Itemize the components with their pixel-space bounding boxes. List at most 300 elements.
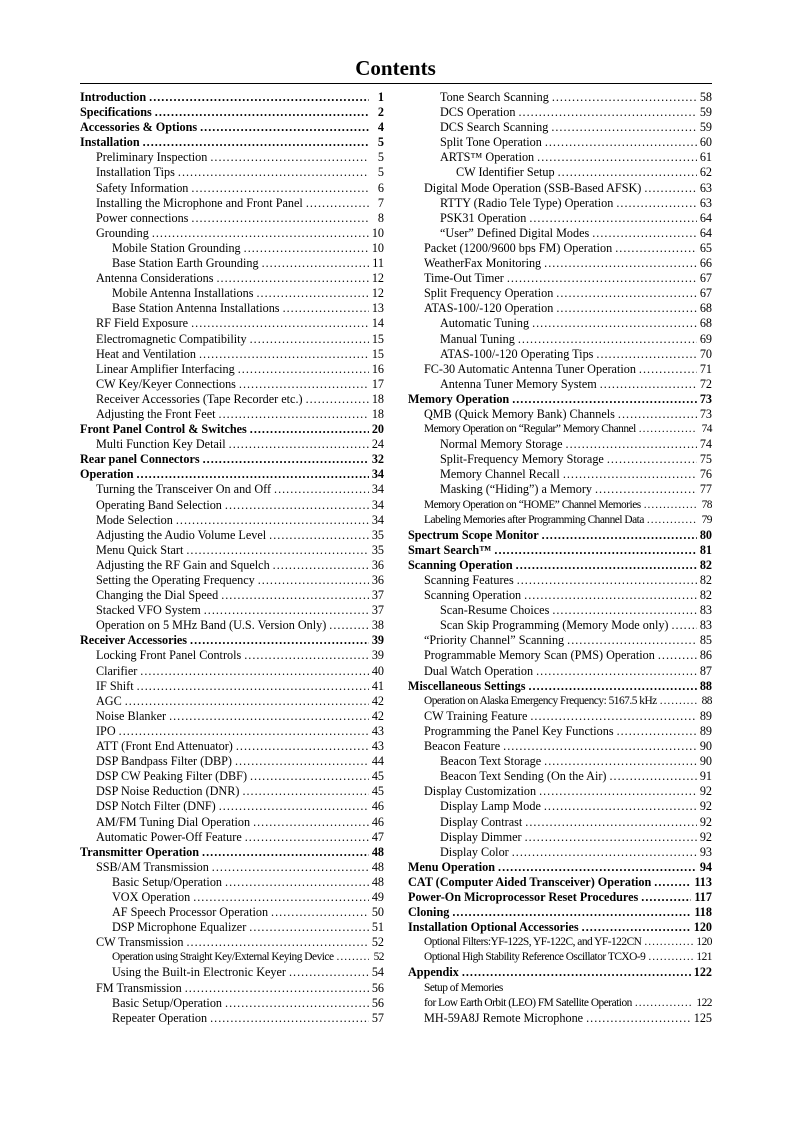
dot-leader: [236, 739, 369, 754]
toc-entry-page: 76: [699, 467, 712, 482]
dot-leader: [202, 845, 369, 860]
dot-leader: [503, 739, 697, 754]
toc-entry-title: Basic Setup/Operation: [112, 874, 223, 889]
toc-entry-page: 122: [696, 996, 712, 1009]
title-divider: [80, 83, 712, 84]
page-title: Contents: [355, 56, 436, 80]
toc-entry-title: Spectrum Scope Monitor: [408, 527, 539, 542]
toc-entry-page: 44: [371, 754, 384, 769]
toc-entry-page: 13: [371, 301, 384, 316]
toc-entry[interactable]: [408, 226, 712, 241]
toc-entry-title: Scan-Resume Choices: [440, 603, 550, 618]
toc-entry[interactable]: [80, 467, 384, 482]
dot-leader: [306, 196, 369, 211]
toc-entry[interactable]: [80, 996, 384, 1011]
toc-entry[interactable]: [80, 241, 384, 256]
toc-entry[interactable]: [80, 588, 384, 603]
dot-leader: [219, 799, 369, 814]
toc-entry[interactable]: [408, 709, 712, 724]
toc-entry-page: 35: [371, 542, 384, 557]
dot-leader: [525, 815, 697, 830]
toc-entry[interactable]: [408, 135, 712, 150]
toc-entry[interactable]: [80, 784, 384, 799]
toc-entry-page: 79: [701, 513, 712, 526]
toc-entry-title: Antenna Considerations: [96, 271, 214, 286]
toc-entry-page: 86: [699, 648, 712, 663]
toc-entry[interactable]: [80, 935, 384, 950]
dot-leader: [582, 920, 691, 935]
dot-leader: [639, 362, 697, 377]
dot-leader: [494, 543, 696, 558]
toc-entry-page: 42: [371, 708, 384, 723]
toc-entry[interactable]: [408, 332, 712, 347]
toc-entry[interactable]: [408, 965, 712, 980]
toc-entry-title: Appendix: [408, 965, 459, 980]
toc-entry-page: 88: [701, 694, 712, 707]
toc-entry-page: 10: [371, 225, 384, 240]
toc-entry-title: ATT (Front End Attenuator): [96, 739, 233, 754]
toc-entry[interactable]: [408, 875, 712, 890]
toc-entry[interactable]: [80, 815, 384, 830]
toc-entry[interactable]: [80, 362, 384, 377]
dot-leader: [648, 950, 693, 965]
toc-entry[interactable]: [80, 603, 384, 618]
toc-entry-title: Noise Blanker: [96, 708, 167, 723]
toc-entry[interactable]: [408, 996, 712, 1011]
toc-entry[interactable]: [80, 830, 384, 845]
dot-leader: [283, 301, 369, 316]
toc-entry-page: 46: [371, 799, 384, 814]
toc-entry[interactable]: [408, 392, 712, 407]
toc-entry-title: Scanning Features: [424, 573, 514, 587]
toc-entry-title: Rear panel Connectors: [80, 452, 200, 467]
toc-entry[interactable]: [408, 528, 712, 543]
toc-entry-page: 66: [699, 256, 712, 271]
toc-entry-title: CW Key/Keyer Connections: [96, 376, 236, 391]
toc-entry[interactable]: [80, 165, 384, 180]
toc-entry[interactable]: [408, 633, 712, 648]
toc-entry-page: 69: [699, 331, 712, 346]
toc-entry[interactable]: [80, 407, 384, 422]
toc-entry-page: 60: [699, 135, 712, 150]
toc-entry-title: Time-Out Timer: [424, 271, 504, 286]
toc-entry-title: Scanning Operation: [424, 588, 522, 603]
toc-entry[interactable]: [80, 845, 384, 860]
toc-entry-page: 67: [699, 286, 712, 301]
toc-entry[interactable]: [408, 271, 712, 286]
toc-entry[interactable]: [408, 830, 712, 845]
toc-entry[interactable]: [408, 920, 712, 935]
toc-entry[interactable]: [80, 648, 384, 663]
toc-entry-page: 51: [371, 920, 384, 935]
toc-entry[interactable]: [80, 437, 384, 452]
toc-entry[interactable]: [408, 467, 712, 482]
toc-entry-page: 89: [699, 723, 712, 738]
toc-entry-title: ATAS-100/-120 Operation: [424, 301, 554, 316]
dot-leader: [191, 211, 369, 226]
toc-entry-title: PSK31 Operation: [440, 210, 527, 225]
toc-entry[interactable]: [408, 890, 712, 905]
toc-entry-title: Optional Filters:YF-122S, YF-122C, and YF-122CN: [424, 936, 642, 949]
toc-entry[interactable]: [80, 860, 384, 875]
toc-entry-page: 90: [699, 739, 712, 754]
toc-entry[interactable]: [408, 935, 712, 950]
toc-entry-title: Memory Operation on “HOME” Channel Memories: [424, 498, 641, 511]
dot-leader: [176, 513, 369, 528]
toc-entry[interactable]: [408, 437, 712, 452]
toc-entry-title: Transmitter Operation: [80, 844, 200, 859]
toc-entry-page: 82: [699, 588, 712, 603]
toc-entry[interactable]: [80, 498, 384, 513]
dot-leader: [644, 935, 693, 950]
toc-entry-page: 92: [699, 814, 712, 829]
toc-entry[interactable]: [80, 1011, 384, 1026]
toc-entry[interactable]: [80, 769, 384, 784]
dot-leader: [204, 603, 369, 618]
dot-leader: [245, 830, 369, 845]
toc-entry[interactable]: [80, 256, 384, 271]
toc-entry[interactable]: [80, 694, 384, 709]
toc-entry-page: 45: [371, 784, 384, 799]
toc-entry[interactable]: [80, 920, 384, 935]
toc-entry[interactable]: [80, 271, 384, 286]
toc-entry[interactable]: [408, 498, 712, 513]
toc-entry-title: Manual Tuning: [440, 331, 515, 346]
toc-entry[interactable]: [80, 392, 384, 407]
dot-leader: [607, 452, 697, 467]
dot-leader: [193, 890, 369, 905]
toc-entry[interactable]: [80, 965, 384, 980]
dot-leader: [210, 150, 369, 165]
toc-entry[interactable]: [80, 890, 384, 905]
toc-entry-page: 73: [699, 391, 712, 406]
dot-leader: [229, 437, 369, 452]
toc-entry-page: 121: [696, 951, 712, 964]
toc-entry[interactable]: [80, 347, 384, 362]
toc-entry-title: Linear Amplifier Interfacing: [96, 361, 235, 376]
toc-right-column: [408, 90, 712, 1026]
dot-leader: [617, 724, 697, 739]
toc-entry[interactable]: [408, 769, 712, 784]
toc-entry[interactable]: [408, 981, 712, 996]
toc-entry[interactable]: [80, 618, 384, 633]
toc-entry[interactable]: [80, 543, 384, 558]
toc-entry[interactable]: [408, 648, 712, 663]
toc-entry-page: 5: [377, 165, 384, 180]
toc-entry-title: VOX Operation: [112, 889, 191, 904]
toc-entry[interactable]: [80, 452, 384, 467]
toc-entry-page: 12: [371, 286, 384, 301]
toc-entry-page: 120: [693, 920, 712, 935]
toc-entry[interactable]: [408, 316, 712, 331]
dot-leader: [556, 286, 697, 301]
toc-entry[interactable]: [408, 724, 712, 739]
toc-entry-title: ATAS-100/-120 Operating Tips: [440, 346, 594, 361]
toc-entry[interactable]: [80, 196, 384, 211]
toc-entry-page: 73: [699, 406, 712, 421]
toc-entry-title: Programmable Memory Scan (PMS) Operation: [424, 648, 655, 663]
toc-entry-page: 63: [699, 195, 712, 210]
toc-entry[interactable]: [80, 150, 384, 165]
dot-leader: [225, 498, 369, 513]
toc-entry-title: Multi Function Key Detail: [96, 437, 226, 452]
toc-entry[interactable]: [408, 196, 712, 211]
toc-entry[interactable]: [408, 422, 712, 437]
toc-entry-page: 8: [377, 210, 384, 225]
toc-entry[interactable]: [80, 513, 384, 528]
toc-entry[interactable]: [80, 211, 384, 226]
toc-entry-page: 18: [371, 406, 384, 421]
toc-entry-title: Memory Operation on “Regular” Memory Channel: [424, 423, 636, 436]
toc-entry-title: Installation Optional Accessories: [408, 920, 579, 935]
dot-leader: [143, 135, 369, 150]
toc-entry-page: 70: [699, 346, 712, 361]
toc-entry[interactable]: [408, 603, 712, 618]
dot-leader: [178, 165, 369, 180]
dot-leader: [532, 316, 697, 331]
toc-entry[interactable]: [408, 739, 712, 754]
toc-entry[interactable]: [80, 981, 384, 996]
toc-entry-page: 52: [373, 951, 384, 964]
toc-entry-title: Adjusting the RF Gain and Squelch: [96, 557, 270, 572]
toc-entry[interactable]: [80, 181, 384, 196]
toc-entry[interactable]: [408, 165, 712, 180]
dot-leader: [512, 392, 697, 407]
toc-entry[interactable]: [408, 452, 712, 467]
toc-entry[interactable]: [80, 558, 384, 573]
dot-leader: [244, 648, 369, 663]
dot-leader: [155, 105, 369, 120]
toc-entry[interactable]: [408, 588, 712, 603]
toc-entry[interactable]: [408, 558, 712, 573]
toc-entry[interactable]: [408, 301, 712, 316]
toc-entry[interactable]: [80, 332, 384, 347]
toc-entry-title: “User” Defined Digital Modes: [440, 225, 590, 240]
toc-entry[interactable]: [408, 150, 712, 165]
toc-entry-page: 68: [699, 316, 712, 331]
toc-entry-title: Adjusting the Front Feet: [96, 406, 216, 421]
dot-leader: [185, 981, 369, 996]
toc-entry-title: Base Station Earth Grounding: [112, 256, 259, 271]
toc-entry[interactable]: [408, 347, 712, 362]
dot-leader: [125, 694, 369, 709]
toc-entry[interactable]: [80, 573, 384, 588]
toc-entry-title: IF Shift: [96, 678, 134, 693]
toc-entry-title: RF Field Exposure: [96, 316, 189, 331]
dot-leader: [191, 316, 369, 331]
toc-entry-page: 42: [371, 693, 384, 708]
toc-entry[interactable]: [80, 120, 384, 135]
toc-entry-title: Mobile Station Grounding: [112, 240, 241, 255]
toc-entry[interactable]: [80, 664, 384, 679]
toc-entry[interactable]: [408, 211, 712, 226]
toc-entry[interactable]: [408, 845, 712, 860]
toc-entry[interactable]: [80, 528, 384, 543]
toc-entry[interactable]: [408, 784, 712, 799]
toc-entry[interactable]: [408, 573, 712, 588]
toc-entry-page: 92: [699, 829, 712, 844]
dot-leader: [644, 181, 696, 196]
toc-entry-title: Split Tone Operation: [440, 135, 542, 150]
dot-leader: [249, 920, 369, 935]
toc-entry-title: Operating Band Selection: [96, 497, 222, 512]
toc-entry[interactable]: [80, 316, 384, 331]
dot-leader: [462, 965, 691, 980]
toc-entry[interactable]: [408, 120, 712, 135]
toc-entry-page: 34: [371, 467, 384, 482]
toc-entry-page: 59: [699, 105, 712, 120]
toc-entry-title: Receiver Accessories (Tape Recorder etc.): [96, 391, 303, 406]
toc-entry-title: Display Dimmer: [440, 829, 522, 844]
toc-entry-page: 92: [699, 799, 712, 814]
toc-entry[interactable]: [80, 950, 384, 965]
toc-entry[interactable]: [408, 513, 712, 528]
toc-entry-page: 87: [699, 663, 712, 678]
toc-entry[interactable]: [80, 905, 384, 920]
toc-entry-page: 65: [699, 240, 712, 255]
toc-entry[interactable]: [408, 664, 712, 679]
dot-leader: [618, 407, 697, 422]
toc-entry[interactable]: [408, 286, 712, 301]
toc-entry-title: DSP Bandpass Filter (DBP): [96, 754, 232, 769]
dot-leader: [544, 256, 697, 271]
toc-entry[interactable]: [408, 543, 712, 558]
toc-entry-page: 7: [377, 195, 384, 210]
toc-entry[interactable]: [80, 679, 384, 694]
toc-entry-page: 17: [371, 376, 384, 391]
dot-leader: [566, 437, 697, 452]
toc-entry-title: Safety Information: [96, 180, 189, 195]
dot-leader: [452, 905, 691, 920]
toc-entry[interactable]: [408, 105, 712, 120]
dot-leader: [518, 332, 697, 347]
toc-entry[interactable]: [80, 482, 384, 497]
toc-entry-page: 68: [699, 301, 712, 316]
toc-entry-page: 12: [371, 271, 384, 286]
dot-leader: [586, 1011, 691, 1026]
toc-entry-page: 85: [699, 633, 712, 648]
toc-entry-title: Stacked VFO System: [96, 603, 201, 618]
toc-entry[interactable]: [80, 90, 384, 105]
dot-leader: [250, 422, 369, 437]
toc-entry[interactable]: [408, 181, 712, 196]
dot-leader: [239, 377, 369, 392]
toc-entry-title: Optional High Stability Reference Oscillator TCXO-9: [424, 951, 646, 964]
toc-entry-page: 118: [694, 905, 712, 920]
toc-entry-page: 5: [377, 135, 384, 150]
toc-entry-page: 72: [699, 376, 712, 391]
dot-leader: [595, 482, 697, 497]
toc-entry-page: 15: [371, 346, 384, 361]
dot-leader: [199, 347, 369, 362]
toc-entry-page: 94: [699, 859, 712, 874]
toc-entry-title: Using the Built-in Electronic Keyer: [112, 965, 286, 980]
toc-entry[interactable]: [408, 407, 712, 422]
toc-entry-title: Adjusting the Audio Volume Level: [96, 527, 267, 542]
toc-entry-page: 74: [701, 423, 712, 436]
toc-entry[interactable]: [408, 860, 712, 875]
toc-entry-page: 81: [699, 542, 712, 557]
toc-entry[interactable]: [80, 875, 384, 890]
toc-entry-title: Antenna Tuner Memory System: [440, 376, 597, 391]
toc-entry[interactable]: [408, 90, 712, 105]
toc-entry-page: 113: [694, 874, 712, 889]
toc-entry-page: 125: [693, 1010, 712, 1025]
dot-leader: [609, 769, 696, 784]
toc-entry[interactable]: [408, 256, 712, 271]
dot-leader: [186, 543, 368, 558]
dot-leader: [544, 799, 697, 814]
dot-leader: [271, 905, 369, 920]
toc-entry-title: SSB/AM Transmission: [96, 859, 209, 874]
toc-entry-page: 49: [371, 889, 384, 904]
dot-leader: [203, 452, 369, 467]
toc-entry[interactable]: [408, 618, 712, 633]
toc-entry-title: CAT (Computer Aided Transceiver) Operation: [408, 874, 652, 889]
toc-entry-title: Display Customization: [424, 784, 537, 799]
toc-entry[interactable]: [408, 694, 712, 709]
dot-leader: [191, 181, 369, 196]
toc-entry[interactable]: [408, 950, 712, 965]
toc-entry[interactable]: [408, 482, 712, 497]
toc-entry[interactable]: [80, 754, 384, 769]
toc-entry-title: DCS Search Scanning: [440, 120, 549, 135]
toc-entry[interactable]: [408, 241, 712, 256]
toc-entry-page: 48: [371, 844, 384, 859]
toc-entry[interactable]: [408, 754, 712, 769]
toc-entry[interactable]: [80, 724, 384, 739]
toc-entry[interactable]: [408, 905, 712, 920]
dot-leader: [525, 830, 697, 845]
dot-leader: [242, 784, 368, 799]
toc-entry[interactable]: [80, 377, 384, 392]
toc-entry[interactable]: [408, 815, 712, 830]
dot-leader: [660, 694, 697, 709]
toc-entry-title: WeatherFax Monitoring: [424, 256, 542, 271]
toc-entry[interactable]: [80, 135, 384, 150]
toc-entry-title: AGC: [96, 693, 122, 708]
toc-entry-page: 14: [371, 316, 384, 331]
toc-entry[interactable]: [80, 301, 384, 316]
toc-entry[interactable]: [80, 105, 384, 120]
toc-entry-title: Base Station Antenna Installations: [112, 301, 280, 316]
toc-entry-page: 50: [371, 905, 384, 920]
toc-entry[interactable]: [408, 377, 712, 392]
toc-entry[interactable]: [408, 799, 712, 814]
toc-entry[interactable]: [408, 1011, 712, 1026]
dot-leader: [530, 709, 696, 724]
toc-entry-title: Cloning: [408, 905, 450, 920]
toc-entry[interactable]: [408, 362, 712, 377]
dot-leader: [654, 875, 691, 890]
toc-entry[interactable]: [80, 739, 384, 754]
dot-leader: [235, 754, 369, 769]
toc-entry[interactable]: [80, 633, 384, 648]
toc-entry[interactable]: [80, 709, 384, 724]
toc-entry[interactable]: [80, 286, 384, 301]
toc-entry-title: Dual Watch Operation: [424, 663, 534, 678]
toc-entry[interactable]: [80, 422, 384, 437]
dot-leader: [244, 241, 369, 256]
toc-entry-title: Display Lamp Mode: [440, 799, 541, 814]
toc-entry-title: Packet (1200/9600 bps FM) Operation: [424, 240, 613, 255]
toc-entry[interactable]: [408, 679, 712, 694]
toc-entry-page: 56: [371, 995, 384, 1010]
toc-entry[interactable]: [80, 226, 384, 241]
dot-leader: [216, 271, 368, 286]
toc-entry-page: 45: [371, 769, 384, 784]
toc-entry[interactable]: [80, 799, 384, 814]
